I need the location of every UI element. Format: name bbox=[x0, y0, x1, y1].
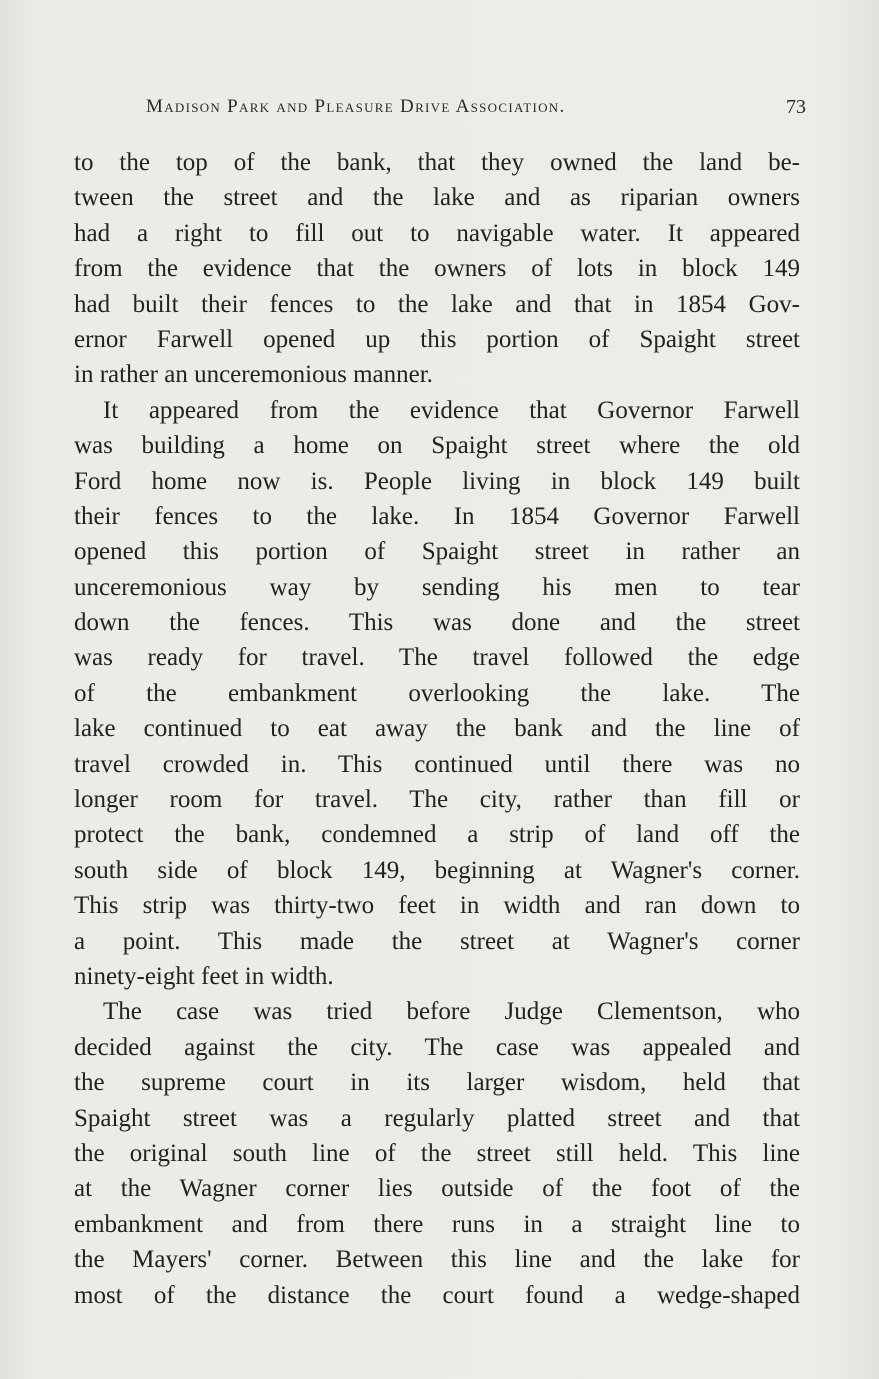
text-line: was ready for travel. The travel followed the edge bbox=[74, 644, 800, 672]
text-line: down the fences. This was done and the street bbox=[74, 609, 800, 637]
text-line: at the Wagner corner lies outside of the foot of the bbox=[74, 1175, 800, 1203]
paragraph-2 bbox=[74, 393, 800, 995]
text-line: their fences to the lake. In 1854 Governor Farwell bbox=[74, 502, 800, 530]
text-line: It appeared from the evidence that Governor Farwell bbox=[103, 396, 800, 424]
text-line: opened this portion of Spaight street in rather an bbox=[74, 538, 800, 566]
body-text bbox=[74, 145, 800, 1313]
text-line: had built their fences to the lake and that in 1854 Gov- bbox=[74, 290, 800, 318]
running-head bbox=[146, 96, 806, 126]
text-line: embankment and from there runs in a straight line to bbox=[74, 1210, 800, 1238]
text-line: was building a home on Spaight street where the old bbox=[74, 432, 800, 460]
text-line: the Mayers' corner. Between this line and the lake for bbox=[74, 1246, 800, 1274]
text-line: ernor Farwell opened up this portion of Spaight street bbox=[74, 325, 800, 353]
text-line: a point. This made the street at Wagner's corner bbox=[74, 927, 800, 955]
text-line: south side of block 149, beginning at Wagner's corner. bbox=[74, 856, 800, 884]
text-line: decided against the city. The case was appealed and bbox=[74, 1033, 800, 1061]
text-line: Ford home now is. People living in block 149 built bbox=[74, 467, 800, 495]
text-line: tween the street and the lake and as riparian owners bbox=[74, 184, 800, 212]
paragraph-1 bbox=[74, 145, 800, 393]
text-line: from the evidence that the owners of lots in block 149 bbox=[74, 255, 800, 283]
text-line: unceremonious way by sending his men to tear bbox=[74, 573, 800, 601]
text-line: protect the bank, condemned a strip of land off the bbox=[74, 821, 800, 849]
page-number: 73 bbox=[786, 96, 806, 118]
running-title: Madison Park and Pleasure Drive Association. bbox=[146, 96, 566, 117]
text-line: the original south line of the street still held. This line bbox=[74, 1139, 800, 1167]
text-line: the supreme court in its larger wisdom, held that bbox=[74, 1069, 800, 1097]
text-line: in rather an unceremonious manner. bbox=[74, 361, 433, 389]
text-line: longer room for travel. The city, rather than fill or bbox=[74, 786, 800, 814]
text-line: had a right to fill out to navigable water. It appeared bbox=[74, 219, 800, 247]
text-line: This strip was thirty-two feet in width and ran down to bbox=[74, 892, 800, 920]
text-line: Spaight street was a regularly platted street and that bbox=[74, 1104, 800, 1132]
text-line: ninety-eight feet in width. bbox=[74, 962, 334, 990]
text-line: lake continued to eat away the bank and the line of bbox=[74, 715, 800, 743]
text-line: The case was tried before Judge Clementson, who bbox=[103, 998, 800, 1026]
paragraph-3 bbox=[74, 994, 800, 1313]
text-line: to the top of the bank, that they owned the land be- bbox=[74, 149, 800, 176]
text-line: travel crowded in. This continued until there was no bbox=[74, 750, 800, 778]
text-line: most of the distance the court found a wedge-shaped bbox=[74, 1281, 800, 1309]
text-line: of the embankment overlooking the lake. The bbox=[74, 679, 800, 707]
